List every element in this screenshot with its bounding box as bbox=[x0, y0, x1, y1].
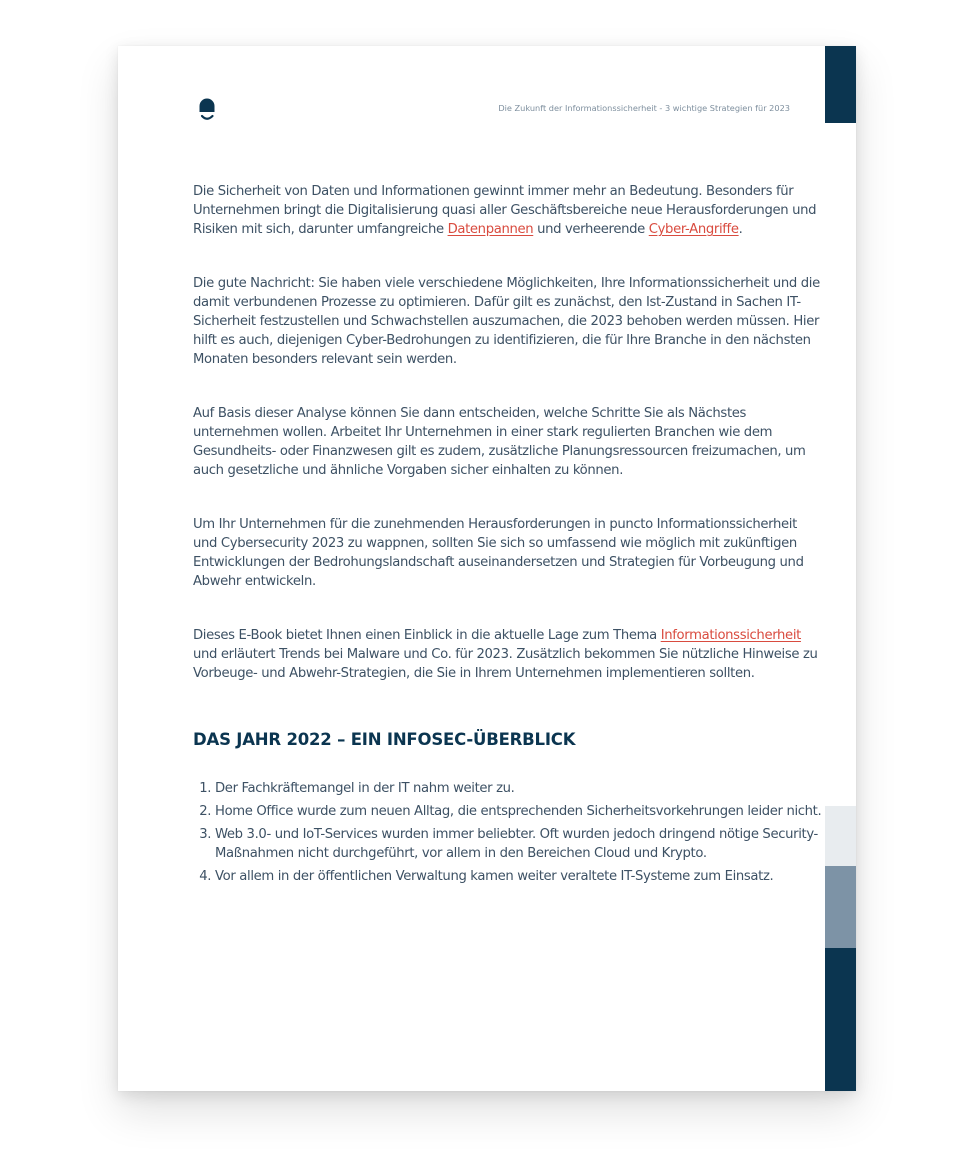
paragraph-analysis: Auf Basis dieser Analyse können Sie dann entscheiden, welche Schritte Sie als Nächstes unternehmen wollen. Arbeitet Ihr Unternehmen in einer stark regulierten Branchen wie dem Gesundheits- oder Finanzwesen gilt es zudem, zusätzliche Planungsressourcen freizumachen, um auch gesetzliche und ähnliche Vorgaben sicher einhalten zu können. bbox=[193, 406, 806, 478]
intro-paragraph: Die Sicherheit von Daten und Informationen gewinnt immer mehr an Bedeutung. Besonders für Unternehmen bringt die Digitalisierung quasi aller Geschäftsbereiche neue Herausforderungen und Risiken mit sich, darunter umfangreiche Datenpannen und verheerende Cyber-Angriffe. bbox=[193, 184, 817, 237]
list-item: 3. Web 3.0- und IoT-Services wurden immer beliebter. Oft wurden jedoch dringend nötige Security-Maßnahmen nicht durchgeführt, vor allem in den Bereichen Cloud und Krypto. bbox=[215, 825, 835, 863]
section-heading: DAS JAHR 2022 – EIN INFOSEC-ÜBERBLICK bbox=[193, 730, 576, 749]
list-item: 2. Home Office wurde zum neuen Alltag, die entsprechenden Sicherheitsvorkehrungen leider nicht. bbox=[215, 802, 835, 821]
brand-logo-icon bbox=[198, 97, 216, 123]
side-accent-top bbox=[825, 46, 856, 123]
paragraph-good-news: Die gute Nachricht: Sie haben viele verschiedene Möglichkeiten, Ihre Informationssicherheit und die damit verbundenen Prozesse zu optimieren. Dafür gilt es zunächst, den Ist-Zustand in Sachen IT-Sicherheit festzustellen und Schwachstellen auszumachen, die 2023 behoben werden müssen. Hier hilft es auch, diejenigen Cyber-Bedrohungen zu identifizieren, die für Ihre Branche in den nächsten Monaten besonders relevant sein werden. bbox=[193, 276, 820, 367]
list-item: 4. Vor allem in der öffentlichen Verwaltung kamen weiter veraltete IT-Systeme zum Einsatz. bbox=[215, 867, 835, 886]
overview-list bbox=[193, 779, 835, 890]
list-item: 1. Der Fachkräftemangel in der IT nahm weiter zu. bbox=[215, 779, 835, 798]
cyber-angriffe-link[interactable]: Cyber-Angriffe bbox=[648, 222, 739, 237]
body-text bbox=[193, 182, 823, 683]
informationssicherheit-link[interactable]: Informationssicherheit bbox=[660, 628, 801, 643]
datenpannen-link[interactable]: Datenpannen bbox=[447, 222, 534, 237]
paragraph-preparation: Um Ihr Unternehmen für die zunehmenden Herausforderungen in puncto Informationssicherheit und Cybersecurity 2023 zu wappnen, sollten Sie sich so umfassend wie möglich mit zukünftigen Entwicklungen der Bedrohungslandschaft auseinandersetzen und Strategien für Vorbeugung und Abwehr entwickeln. bbox=[193, 517, 804, 589]
paragraph-ebook: Dieses E-Book bietet Ihnen einen Einblick in die aktuelle Lage zum Thema Informationssicherheit und erläutert Trends bei Malware und Co. für 2023. Zusätzlich bekommen Sie nützliche Hinweise zu Vorbeuge- und Abwehr-Strategien, die Sie in Ihrem Unternehmen implementieren sollten. bbox=[193, 628, 818, 681]
side-accent-bottom bbox=[825, 948, 856, 1091]
document-page bbox=[118, 46, 856, 1091]
running-header: Die Zukunft der Informationssicherheit - 3 wichtige Strategien für 2023 bbox=[498, 103, 790, 113]
